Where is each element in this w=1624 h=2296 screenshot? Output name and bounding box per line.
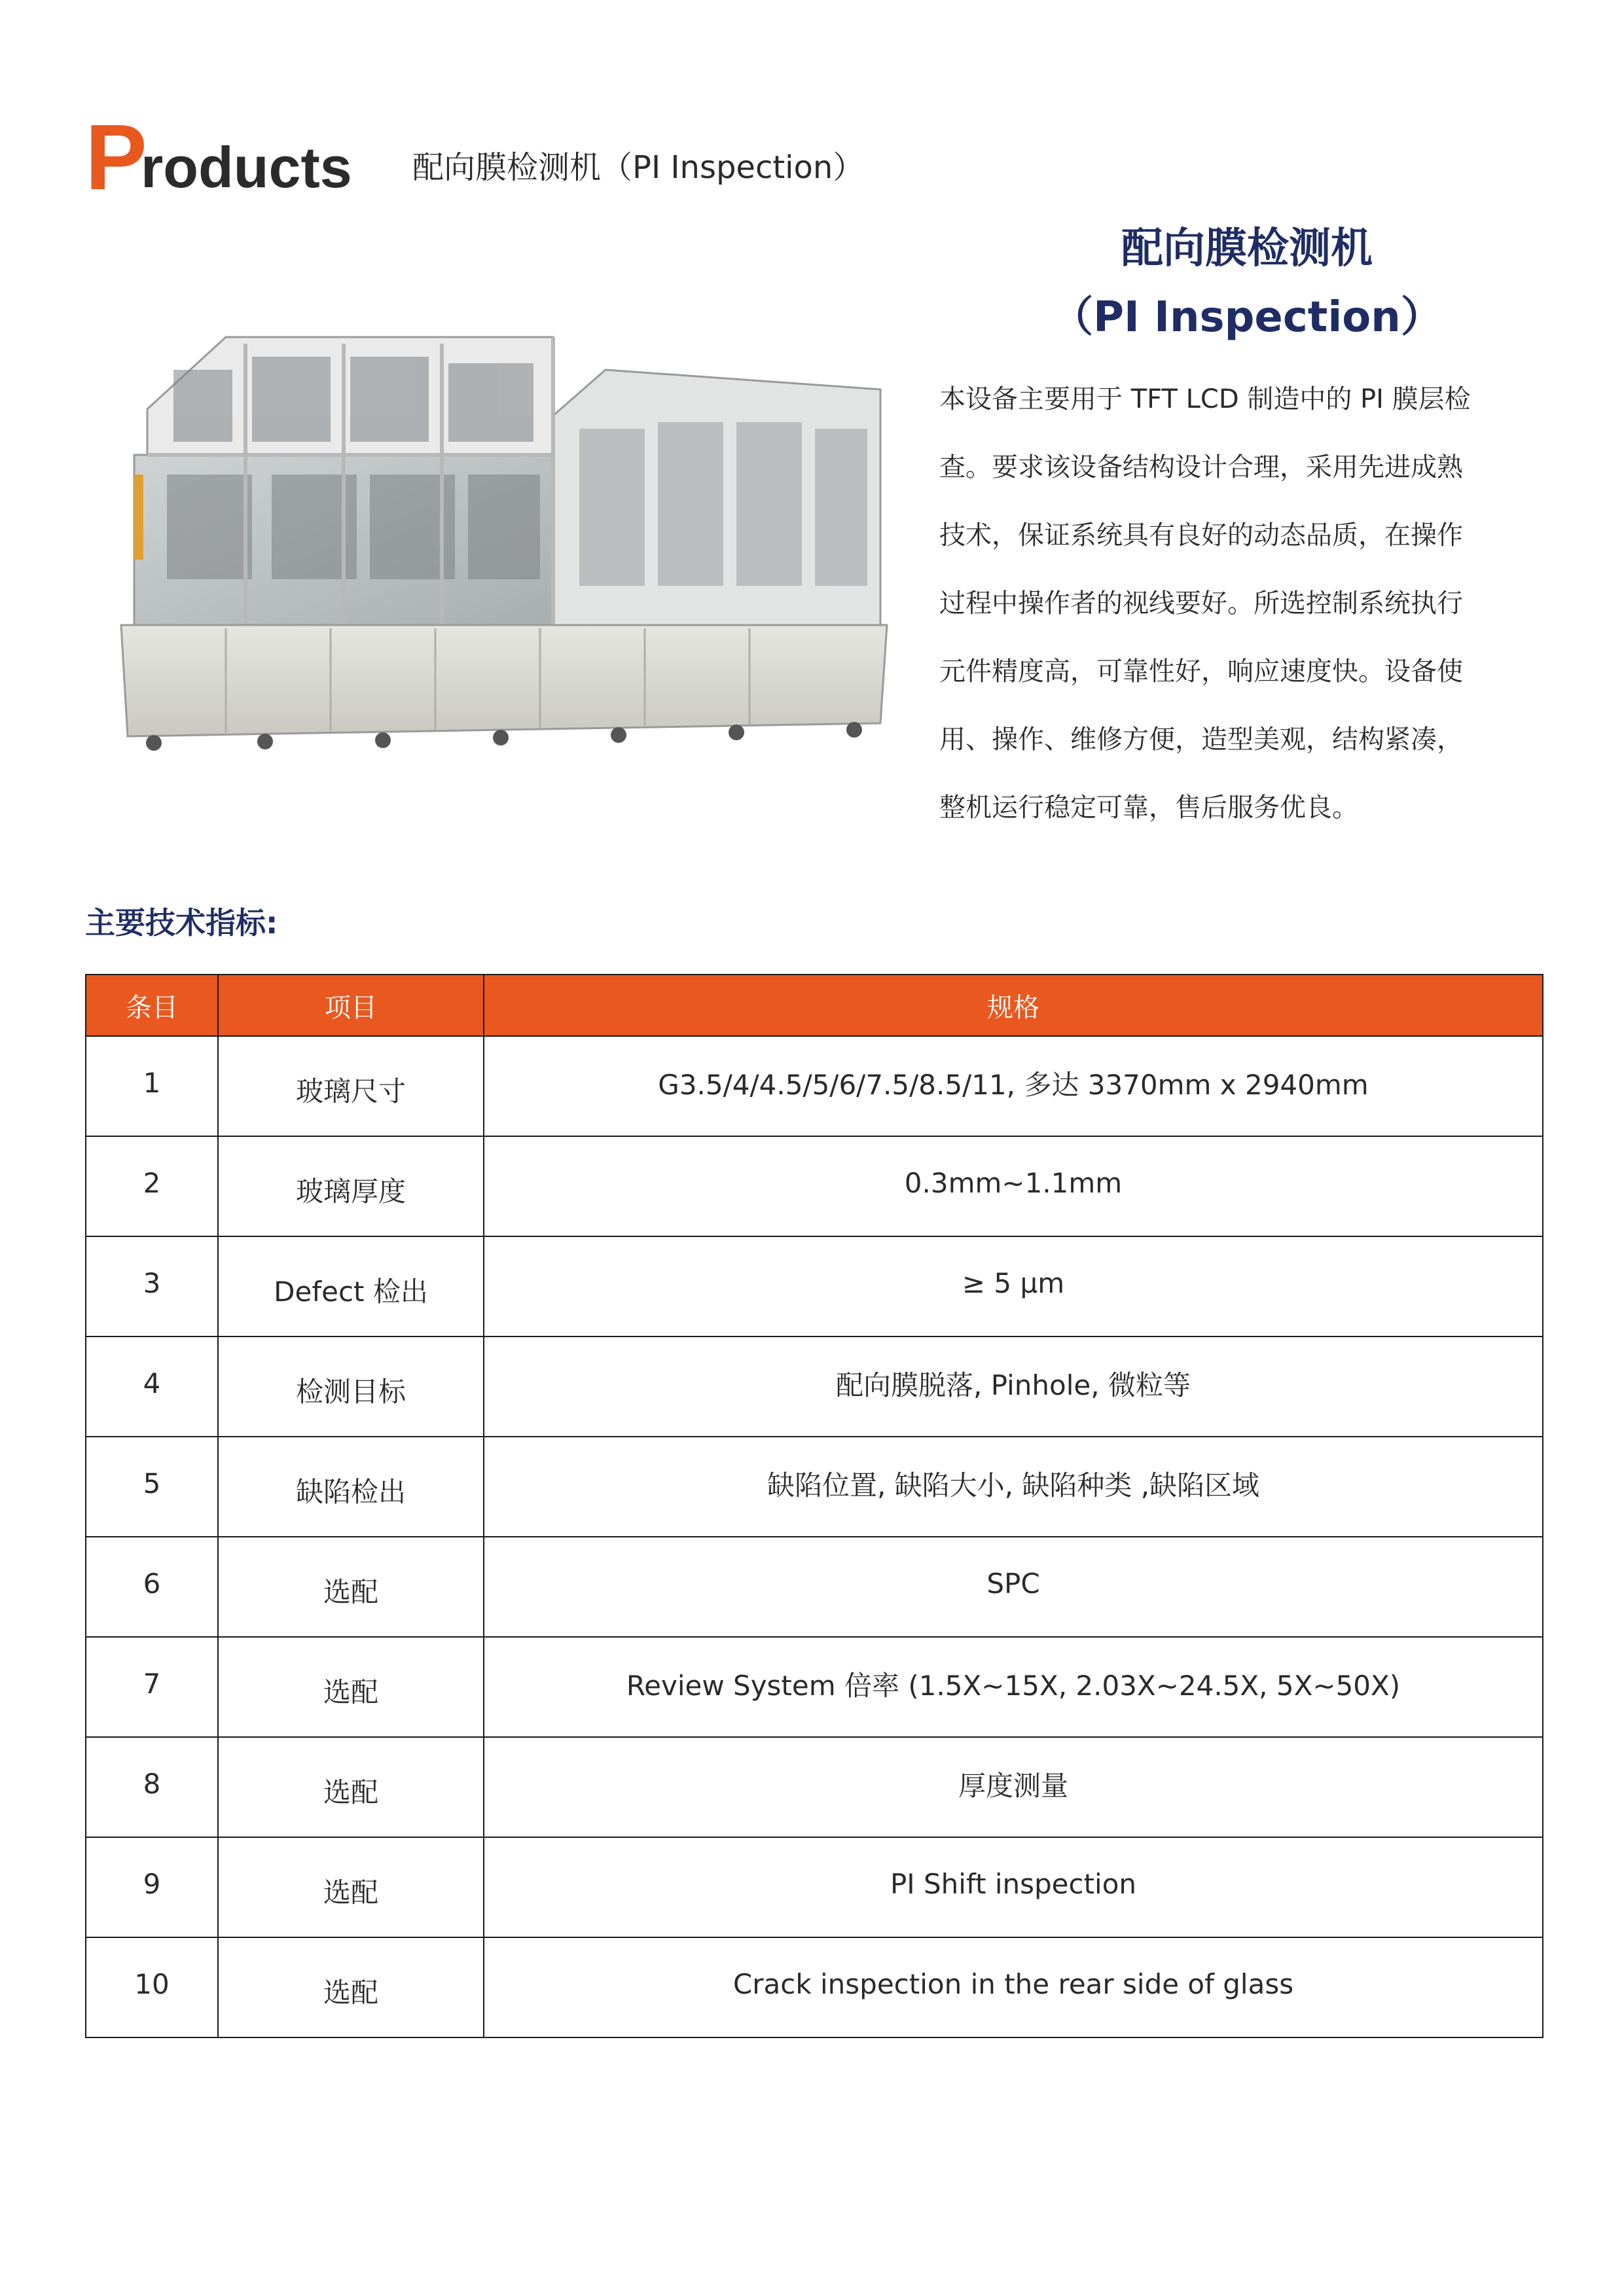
- description-line: 技术，保证系统具有良好的动态品质，在操作: [939, 520, 1463, 550]
- table-row: [86, 1136, 1543, 1236]
- table-row: [86, 1937, 1543, 2037]
- row-item: 选配: [218, 1537, 484, 1637]
- page-header: [85, 105, 1525, 209]
- row-item: 选配: [218, 1737, 484, 1837]
- column-header-no: 条目: [86, 975, 218, 1036]
- table-row: [86, 1336, 1543, 1437]
- table-row: [86, 1236, 1543, 1336]
- row-spec: PI Shift inspection: [484, 1837, 1543, 1937]
- table-row: [86, 1737, 1543, 1837]
- table-row: [86, 1837, 1543, 1937]
- row-item: 玻璃尺寸: [218, 1036, 484, 1136]
- product-title-en: （PI Inspection）: [1051, 293, 1443, 342]
- row-spec: SPC: [484, 1537, 1543, 1637]
- row-number: 1: [86, 1036, 218, 1136]
- row-item: 检测目标: [218, 1336, 484, 1437]
- row-number: 6: [86, 1537, 218, 1637]
- row-item: 选配: [218, 1837, 484, 1937]
- spec-heading: 主要技术指标:: [85, 905, 278, 941]
- row-number: 10: [86, 1937, 218, 2037]
- row-spec: ≥ 5 μm: [484, 1236, 1543, 1336]
- row-spec: Crack inspection in the rear side of glass: [484, 1937, 1543, 2037]
- description-line: 过程中操作者的视线要好。所选控制系统执行: [939, 588, 1463, 619]
- spec-table: [85, 974, 1543, 2038]
- row-number: 3: [86, 1236, 218, 1336]
- row-item: 玻璃厚度: [218, 1136, 484, 1236]
- row-number: 2: [86, 1136, 218, 1236]
- row-item: Defect 检出: [218, 1236, 484, 1336]
- product-description: [939, 365, 1515, 842]
- brand-word: roducts: [141, 135, 352, 200]
- header-subtitle: 配向膜检测机（PI Inspection）: [412, 149, 865, 186]
- description-line: 本设备主要用于 TFT LCD 制造中的 PI 膜层检: [939, 384, 1471, 414]
- row-number: 9: [86, 1837, 218, 1937]
- description-line: 整机运行稳定可靠，售后服务优良。: [939, 793, 1358, 823]
- table-row: [86, 1437, 1543, 1537]
- column-header-item: 项目: [218, 975, 484, 1036]
- row-number: 7: [86, 1637, 218, 1737]
- row-number: 8: [86, 1737, 218, 1837]
- row-spec: 厚度测量: [484, 1737, 1543, 1837]
- product-photo: [95, 259, 907, 769]
- description-line: 查。要求该设备结构设计合理，采用先进成熟: [939, 452, 1463, 482]
- table-row: [86, 1036, 1543, 1136]
- row-item: 选配: [218, 1937, 484, 2037]
- row-spec: 0.3mm~1.1mm: [484, 1136, 1543, 1236]
- row-spec: 缺陷位置, 缺陷大小, 缺陷种类 ,缺陷区域: [484, 1437, 1543, 1537]
- row-spec: 配向膜脱落, Pinhole, 微粒等: [484, 1336, 1543, 1437]
- description-line: 用、操作、维修方便，造型美观，结构紧凑，: [939, 725, 1463, 755]
- row-item: 缺陷检出: [218, 1437, 484, 1537]
- brand-initial: P: [85, 105, 147, 209]
- product-title-cn: 配向膜检测机: [1121, 224, 1373, 273]
- row-spec: Review System 倍率 (1.5X~15X, 2.03X~24.5X, 5X~50X): [484, 1637, 1543, 1737]
- row-number: 5: [86, 1437, 218, 1537]
- row-number: 4: [86, 1336, 218, 1437]
- table-row: [86, 1537, 1543, 1637]
- column-header-spec: 规格: [484, 975, 1543, 1036]
- spec-table-header: [86, 975, 1543, 1036]
- row-spec: G3.5/4/4.5/5/6/7.5/8.5/11, 多达 3370mm x 2940mm: [484, 1036, 1543, 1136]
- table-row: [86, 1637, 1543, 1737]
- row-item: 选配: [218, 1637, 484, 1737]
- description-line: 元件精度高，可靠性好，响应速度快。设备使: [939, 656, 1463, 687]
